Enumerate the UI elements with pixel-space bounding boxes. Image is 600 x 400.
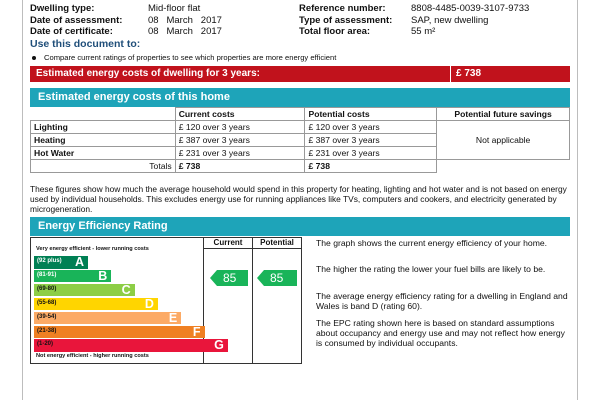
heating-potential: £ 387 over 3 years — [305, 134, 437, 147]
heating-current: £ 387 over 3 years — [175, 134, 305, 147]
band-letter: E — [168, 310, 178, 325]
totals-label: Totals — [31, 160, 176, 173]
rating-text-2: The higher the rating the lower your fuel bills are likely to be. — [316, 264, 546, 274]
costs-table — [30, 107, 570, 173]
summary-divider — [450, 66, 451, 82]
dwelling-type-value: Mid-floor flat — [148, 3, 201, 14]
totals-row — [31, 160, 570, 173]
blank-header-cell — [31, 108, 176, 121]
hot-water-potential: £ 231 over 3 years — [305, 147, 437, 160]
info-row — [30, 15, 575, 27]
band-range-label: (92 plus) — [37, 258, 62, 264]
band-letter: B — [98, 268, 108, 283]
hot-water-current: £ 231 over 3 years — [175, 147, 305, 160]
total-potential: £ 738 — [305, 160, 437, 173]
potential-rating-arrow — [257, 270, 297, 286]
reference-label: Reference number: — [299, 3, 386, 14]
floor-area-value: 55 m² — [411, 26, 436, 37]
row-label-hot-water: Hot Water — [31, 147, 176, 160]
use-document-title: Use this document to: — [30, 38, 141, 50]
costs-explanation: These figures show how much the average household would spend in this property for heating, lighting and hot water and is not based on energy used by individual households. This excludes energy use for running appliances like TVs, computers and cookers, and electricity generated by microgeneration. — [30, 184, 567, 214]
rating-text-3: The average energy efficiency rating for a dwelling in England and Wales is band D (rating 60). — [316, 291, 568, 312]
summary-label: Estimated energy costs of dwelling for 3 years: — [36, 68, 260, 79]
table-row — [31, 121, 570, 134]
band-range-label: (55-68) — [37, 299, 57, 306]
energy-cost-summary-bar — [30, 66, 570, 82]
use-bullet-text: Compare current ratings of properties to see which properties are more energy efficient — [44, 53, 337, 62]
assessment-date-label: Date of assessment: — [30, 14, 123, 26]
band-letter: G — [214, 338, 224, 353]
current-rating-arrow — [210, 270, 248, 286]
future-savings-value: Not applicable — [437, 121, 570, 160]
certificate-date-value: 08 March 2017 — [148, 26, 222, 37]
band-range-label: (69-80) — [37, 285, 57, 292]
costs-header-row — [31, 108, 570, 121]
rating-band-d — [34, 298, 158, 311]
page-border-right — [577, 0, 578, 400]
rating-band-e — [34, 312, 181, 325]
summary-value: £ 738 — [456, 68, 482, 79]
row-label-heating: Heating — [31, 134, 176, 147]
total-current: £ 738 — [175, 160, 305, 173]
rating-band-g — [34, 339, 228, 352]
rating-band-f — [34, 326, 205, 339]
band-range-label: (39-54) — [37, 313, 57, 320]
band-range-label: (21-38) — [37, 327, 57, 334]
certificate-date-label: Date of certificate: — [30, 26, 113, 37]
current-column-header: Current — [213, 238, 243, 247]
lighting-current: £ 120 over 3 years — [175, 121, 305, 134]
rating-text-1: The graph shows the current energy efficiency of your home. — [316, 238, 548, 248]
current-costs-header: Current costs — [175, 108, 305, 121]
floor-area-label: Total floor area: — [299, 26, 371, 37]
bullet-dot-icon — [32, 56, 36, 60]
rating-band-a — [34, 256, 88, 269]
current-rating-value: 85 — [223, 271, 237, 285]
assessment-date-value: 08 March 2017 — [148, 14, 222, 26]
band-letter: F — [192, 324, 201, 339]
reference-value: 8808-4485-0039-3107-9733 — [411, 3, 530, 14]
band-range-label: (1-20) — [37, 341, 54, 348]
rating-band-b — [34, 270, 111, 283]
band-range-label: (81-91) — [37, 271, 57, 278]
use-bullet-item — [32, 53, 336, 62]
costs-section-header: Estimated energy costs of this home — [30, 88, 570, 107]
future-savings-header: Potential future savings — [437, 108, 570, 121]
assessment-type-label: Type of assessment: — [299, 14, 393, 26]
band-letter: D — [144, 296, 154, 311]
info-row — [30, 26, 575, 38]
rating-section-header: Energy Efficiency Rating — [30, 217, 570, 236]
bottom-caption: Not energy efficient - higher running costs — [36, 353, 149, 359]
info-row — [30, 3, 575, 15]
dwelling-type-label: Dwelling type: — [30, 3, 95, 14]
potential-column-header: Potential — [260, 238, 294, 247]
band-letter: A — [74, 255, 84, 269]
rating-band-c — [34, 284, 135, 297]
blank-footer-cell — [437, 160, 570, 173]
property-info — [30, 3, 575, 38]
page-border-left — [22, 0, 23, 400]
rating-text-4: The EPC rating shown here is based on standard assumptions about occupancy and energy use and may not reflect how energy is consumed by individual occupants. — [316, 318, 565, 349]
chart-divider — [252, 237, 253, 364]
top-caption: Very energy efficient - lower running costs — [36, 246, 149, 252]
assessment-type-value: SAP, new dwelling — [411, 14, 489, 26]
row-label-lighting: Lighting — [31, 121, 176, 134]
potential-rating-value: 85 — [270, 271, 284, 285]
potential-costs-header: Potential costs — [305, 108, 437, 121]
band-letter: C — [121, 282, 131, 297]
chart-header-divider — [203, 248, 302, 249]
lighting-potential: £ 120 over 3 years — [305, 121, 437, 134]
